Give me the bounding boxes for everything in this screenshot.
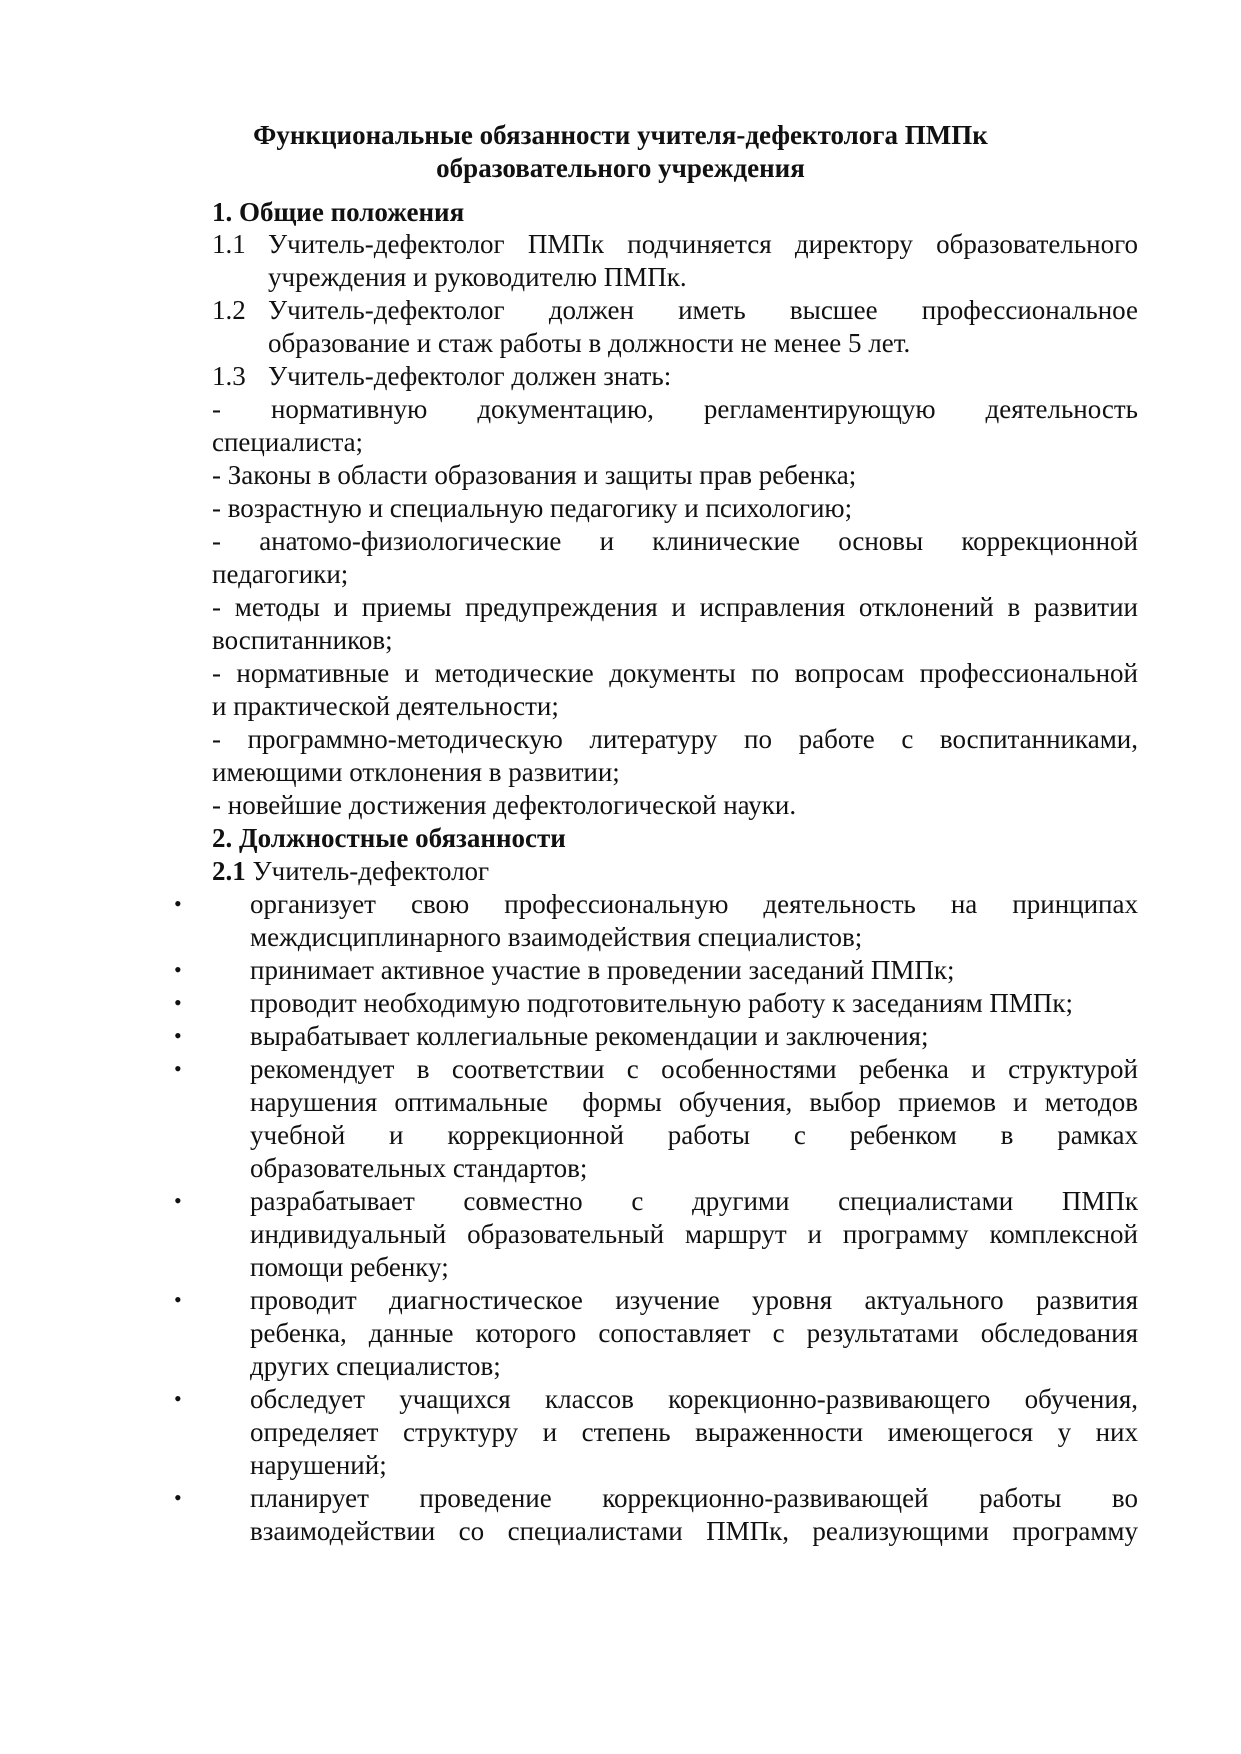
- item-text-line: Учитель-дефектолог должен знать:: [268, 361, 672, 391]
- bullet-dot: •: [174, 990, 182, 1015]
- knowledge-line: - анатомо-физиологические и клинические основы коррекционной: [212, 526, 1138, 556]
- bullet-dot: •: [174, 1485, 182, 1510]
- bullet-dot: •: [174, 1056, 182, 1081]
- bullet-text-line: других специалистов;: [250, 1351, 501, 1381]
- knowledge-line: - методы и приемы предупреждения и исправления отклонений в развитии: [212, 592, 1138, 622]
- subsection-number: 2.1: [212, 856, 246, 886]
- bullet-text-line: помощи ребенку;: [250, 1252, 449, 1282]
- knowledge-line: - Законы в области образования и защиты прав ребенка;: [212, 460, 857, 490]
- knowledge-line: - нормативную документацию, регламентирующую деятельность: [212, 394, 1138, 424]
- knowledge-line: специалиста;: [212, 427, 364, 457]
- bullet-text-line: проводит необходимую подготовительную работу к заседаниям ПМПк;: [250, 988, 1074, 1018]
- bullet-text-line: определяет структуру и степень выраженности имеющегося у них: [250, 1417, 1138, 1447]
- knowledge-line: - программно-методическую литературу по работе с воспитанниками,: [212, 724, 1138, 754]
- item-text-line: Учитель-дефектолог ПМПк подчиняется директору образовательного: [268, 229, 1138, 259]
- bullet-text-line: ребенка, данные которого сопоставляет с результатами обследования: [250, 1318, 1138, 1348]
- bullet-text-line: планирует проведение коррекционно-развивающей работы во: [250, 1483, 1138, 1513]
- bullet-dot: •: [174, 957, 182, 982]
- item-number: 1.3: [212, 361, 246, 391]
- knowledge-line: воспитанников;: [212, 625, 393, 655]
- bullet-dot: •: [174, 1386, 182, 1411]
- knowledge-line: имеющими отклонения в развитии;: [212, 757, 620, 787]
- section-2-heading: 2. Должностные обязанности: [212, 823, 566, 853]
- bullet-text-line: междисциплинарного взаимодействия специалистов;: [250, 922, 863, 952]
- item-number: 1.1: [212, 229, 246, 259]
- bullet-text-line: обследует учащихся классов корекционно-развивающего обучения,: [250, 1384, 1138, 1414]
- item-number: 1.2: [212, 295, 246, 325]
- bullet-text-line: организует свою профессиональную деятельность на принципах: [250, 889, 1138, 919]
- subsection-2-1: [212, 854, 489, 888]
- item-text-line: образование и стаж работы в должности не менее 5 лет.: [268, 328, 911, 358]
- bullet-text-line: проводит диагностическое изучение уровня актуального развития: [250, 1285, 1138, 1315]
- knowledge-line: педагогики;: [212, 559, 349, 589]
- knowledge-line: - новейшие достижения дефектологической науки.: [212, 790, 797, 820]
- knowledge-line: и практической деятельности;: [212, 691, 559, 721]
- bullet-text-line: нарушений;: [250, 1450, 387, 1480]
- section-1-heading: 1. Общие положения: [212, 197, 465, 227]
- knowledge-line: - возрастную и специальную педагогику и психологию;: [212, 493, 853, 523]
- bullet-text-line: нарушения оптимальные формы обучения, выбор приемов и методов: [250, 1087, 1138, 1117]
- item-text-line: Учитель-дефектолог должен иметь высшее профессиональное: [268, 295, 1138, 325]
- bullet-text-line: учебной и коррекционной работы с ребенком в рамках: [250, 1120, 1138, 1150]
- bullet-text-line: вырабатывает коллегиальные рекомендации и заключения;: [250, 1021, 929, 1051]
- bullet-text-line: разрабатывает совместно с другими специалистами ПМПк: [250, 1186, 1138, 1216]
- bullet-text-line: принимает активное участие в проведении заседаний ПМПк;: [250, 955, 955, 985]
- document-title-line-1: Функциональные обязанности учителя-дефектолога ПМПк: [253, 120, 988, 150]
- bullet-text-line: взаимодействии со специалистами ПМПк, реализующими программу: [250, 1516, 1138, 1546]
- bullet-dot: •: [174, 1188, 182, 1213]
- bullet-text-line: образовательных стандартов;: [250, 1153, 588, 1183]
- bullet-dot: •: [174, 1023, 182, 1048]
- knowledge-line: - нормативные и методические документы по вопросам профессиональной: [212, 658, 1138, 688]
- bullet-dot: •: [174, 891, 182, 916]
- bullet-text-line: индивидуальный образовательный маршрут и программу комплексной: [250, 1219, 1138, 1249]
- bullet-dot: •: [174, 1287, 182, 1312]
- item-text-line: учреждения и руководителю ПМПк.: [268, 262, 687, 292]
- bullet-text-line: рекомендует в соответствии с особенностями ребенка и структурой: [250, 1054, 1138, 1084]
- document-title-line-2: образовательного учреждения: [436, 153, 805, 183]
- subsection-text: Учитель-дефектолог: [245, 856, 490, 886]
